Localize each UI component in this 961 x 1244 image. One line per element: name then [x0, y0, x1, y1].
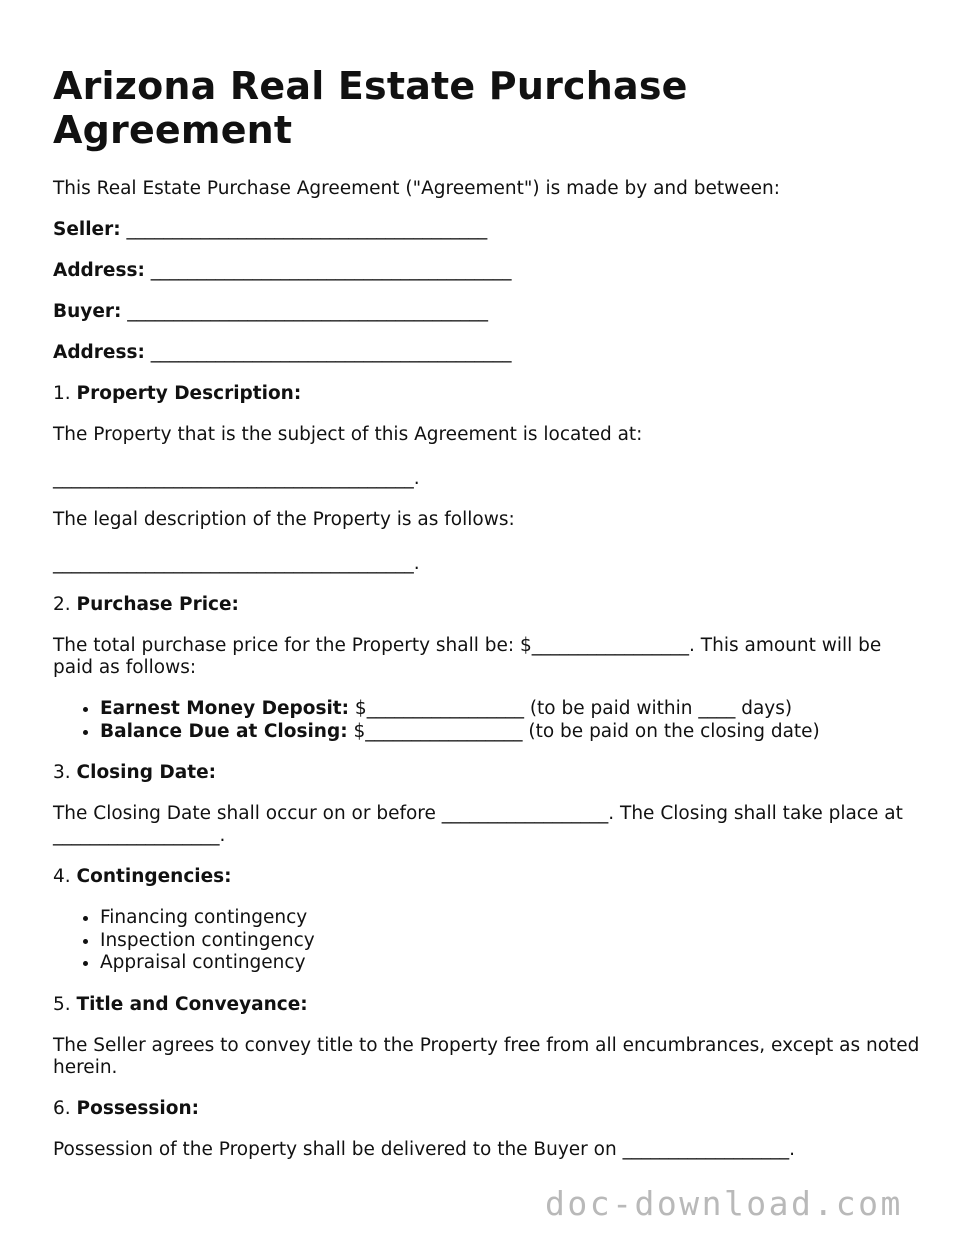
section-title: Contingencies: — [76, 866, 232, 887]
seller-label: Seller: — [53, 219, 121, 240]
section-number: 2. — [53, 594, 71, 615]
section-heading-closing — [53, 762, 923, 784]
list-item: • Appraisal contingency — [100, 952, 923, 975]
section-heading-contingencies — [53, 866, 923, 888]
section-title: Property Description: — [76, 383, 302, 404]
buyer-label: Buyer: — [53, 301, 122, 322]
section-title: Possession: — [76, 1097, 200, 1119]
buyer-blank: _______________________________________ — [127, 301, 489, 322]
buyer-field — [53, 301, 923, 323]
seller-address-label: Address: — [53, 260, 145, 281]
section-heading-title — [53, 994, 923, 1016]
buyer-address-blank: _______________________________________ — [150, 342, 512, 363]
payment-text: $_________________ (to be paid on the closing date) — [347, 720, 820, 742]
section-number: 1. — [53, 383, 71, 404]
buyer-address-field — [53, 342, 923, 364]
property-legal-text: The legal description of the Property is as follows: — [53, 509, 515, 530]
contingency-list — [53, 907, 923, 975]
property-legal-blank: _______________________________________. — [53, 553, 420, 574]
property-location-text: The Property that is the subject of this Agreement is located at: — [53, 424, 643, 445]
payment-list — [53, 698, 923, 743]
closing-text: The Closing Date shall occur on or before __________________. The Closing shall take place at __________________. — [53, 803, 903, 846]
list-item — [100, 721, 923, 744]
list-item: • Financing contingency — [100, 907, 923, 930]
section-number: 3. — [53, 762, 71, 783]
price-text: The total purchase price for the Property shall be: $_________________. This amount will be paid as follows: — [53, 635, 882, 678]
possession-text: Possession of the Property shall be delivered to the Buyer on __________________. — [53, 1138, 795, 1160]
section-title: Purchase Price: — [76, 594, 239, 615]
payment-text: $_________________ (to be paid within ____ days) — [349, 698, 793, 719]
section-title: Title and Conveyance: — [76, 993, 308, 1015]
title-conveyance-text: The Seller agrees to convey title to the Property free from all encumbrances, except as noted herein. — [53, 1034, 920, 1078]
seller-field — [53, 219, 923, 241]
buyer-address-label: Address: — [53, 342, 145, 363]
list-item — [100, 698, 923, 721]
document-page — [53, 64, 923, 1180]
seller-address-field — [53, 260, 923, 282]
list-item: • Inspection contingency — [100, 930, 923, 953]
section-heading-price — [53, 594, 923, 616]
intro-text: This Real Estate Purchase Agreement ("Agreement") is made by and between: — [53, 178, 780, 199]
section-number: 4. — [53, 866, 71, 887]
section-heading-property — [53, 383, 923, 405]
section-number: 5. — [53, 993, 71, 1015]
section-number: 6. — [53, 1097, 71, 1119]
payment-label: Earnest Money Deposit: — [100, 698, 350, 719]
document-title: Arizona Real Estate Purchase Agreement — [53, 64, 688, 152]
property-location-blank: _______________________________________. — [53, 468, 420, 489]
payment-label: Balance Due at Closing: — [100, 720, 348, 742]
seller-blank: _______________________________________ — [126, 219, 488, 240]
section-heading-possession — [53, 1098, 923, 1120]
section-title: Closing Date: — [76, 762, 217, 783]
seller-address-blank: _______________________________________ — [150, 260, 512, 281]
watermark-text: doc-download.com — [545, 1184, 903, 1223]
